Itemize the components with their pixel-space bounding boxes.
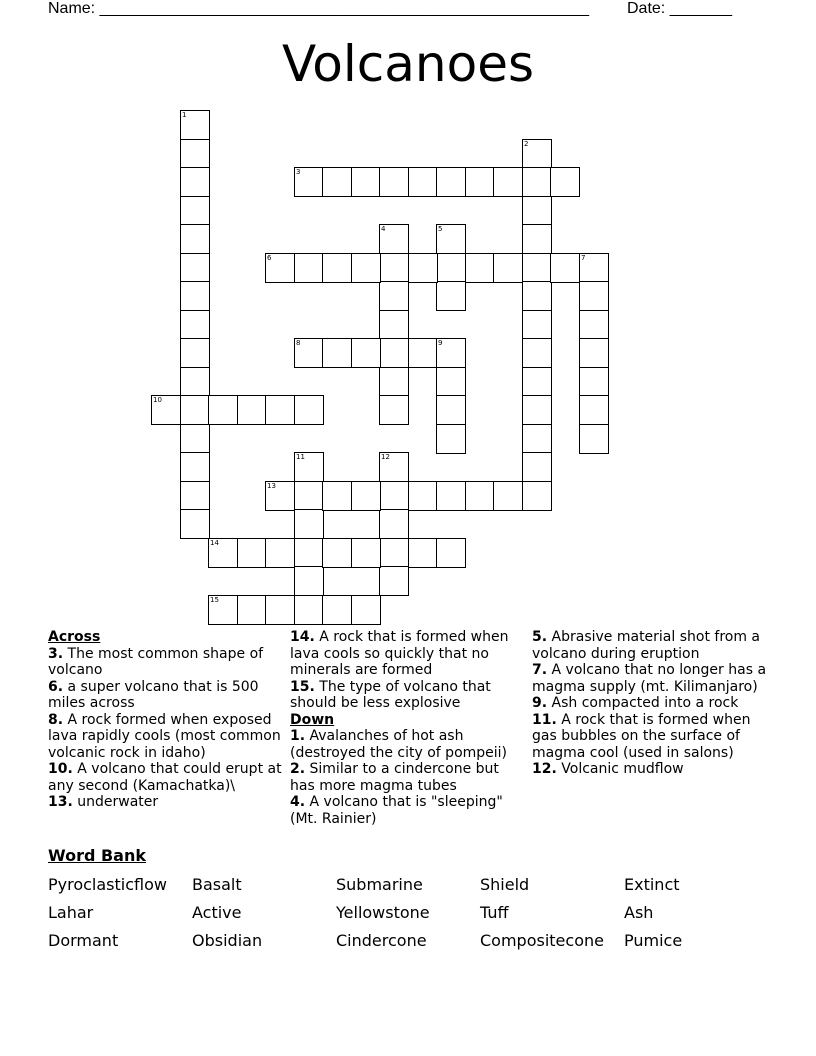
crossword-cell[interactable] bbox=[436, 224, 466, 254]
crossword-cell[interactable] bbox=[180, 338, 210, 368]
crossword-cell[interactable] bbox=[579, 310, 609, 340]
crossword-cell[interactable] bbox=[579, 281, 609, 311]
word-bank-title: Word Bank bbox=[48, 846, 147, 865]
crossword-cell[interactable] bbox=[180, 167, 210, 197]
crossword-cell[interactable] bbox=[294, 253, 324, 283]
crossword-cell[interactable] bbox=[208, 595, 238, 625]
clue-number: 6 bbox=[267, 254, 272, 262]
clue-across-3: 3. The most common shape of volcano bbox=[48, 645, 264, 678]
crossword-cell[interactable] bbox=[465, 253, 495, 283]
crossword-cell[interactable] bbox=[522, 395, 552, 425]
clue-number: 14 bbox=[210, 539, 219, 547]
clue-across-8: 8. A rock formed when exposed lava rapidly cools (most common volcanic rock in idaho) bbox=[48, 711, 281, 761]
word-bank-item: Pumice bbox=[624, 931, 683, 950]
crossword-cell[interactable] bbox=[237, 538, 267, 568]
crossword-cell[interactable] bbox=[294, 538, 324, 568]
clue-number: 9 bbox=[438, 339, 443, 347]
crossword-cell[interactable] bbox=[522, 367, 552, 397]
crossword-cell[interactable] bbox=[579, 338, 609, 368]
clue-across-13: 13. underwater bbox=[48, 794, 159, 810]
across-heading: Across bbox=[48, 629, 101, 645]
crossword-cell[interactable] bbox=[294, 509, 324, 539]
crossword-cell[interactable] bbox=[522, 196, 552, 226]
crossword-cell[interactable] bbox=[379, 338, 409, 368]
word-bank-item: Yellowstone bbox=[336, 903, 430, 922]
crossword-cell[interactable] bbox=[436, 395, 466, 425]
crossword-cell[interactable] bbox=[379, 281, 409, 311]
crossword-cell[interactable] bbox=[180, 452, 210, 482]
crossword-cell[interactable] bbox=[180, 395, 210, 425]
crossword-cell[interactable] bbox=[180, 424, 210, 454]
crossword-cell[interactable] bbox=[379, 509, 409, 539]
crossword-cell[interactable] bbox=[550, 253, 580, 283]
clue-number: 13 bbox=[267, 482, 276, 490]
crossword-cell[interactable] bbox=[265, 395, 295, 425]
crossword-cell[interactable] bbox=[294, 452, 324, 482]
crossword-cell[interactable] bbox=[180, 481, 210, 511]
crossword-cell[interactable] bbox=[294, 395, 324, 425]
crossword-cell[interactable] bbox=[322, 595, 352, 625]
clues-column-1 bbox=[48, 629, 284, 811]
crossword-cell[interactable] bbox=[294, 338, 324, 368]
clues-column-2 bbox=[290, 629, 522, 827]
crossword-cell[interactable] bbox=[379, 167, 409, 197]
date-field[interactable]: Date: _______ bbox=[627, 0, 732, 17]
crossword-cell[interactable] bbox=[408, 167, 438, 197]
crossword-cell[interactable] bbox=[379, 452, 409, 482]
crossword-cell[interactable] bbox=[351, 538, 381, 568]
word-bank-item: Active bbox=[192, 903, 242, 922]
clue-down-7: 7. A volcano that no longer has a magma supply (mt. Kilimanjaro) bbox=[532, 662, 767, 695]
clue-number: 15 bbox=[210, 596, 219, 604]
clue-number: 2 bbox=[524, 140, 529, 148]
crossword-cell[interactable] bbox=[180, 224, 210, 254]
word-bank-item: Obsidian bbox=[192, 931, 263, 950]
crossword-cell[interactable] bbox=[180, 110, 210, 140]
clue-number: 5 bbox=[438, 225, 443, 233]
crossword-cell[interactable] bbox=[379, 481, 409, 511]
word-bank-item: Submarine bbox=[336, 875, 423, 894]
crossword-cell[interactable] bbox=[522, 139, 552, 169]
crossword-cell[interactable] bbox=[265, 481, 295, 511]
crossword-cell[interactable] bbox=[237, 595, 267, 625]
word-bank-item: Tuff bbox=[480, 903, 509, 922]
crossword-cell[interactable] bbox=[180, 253, 210, 283]
crossword-cell[interactable] bbox=[265, 253, 295, 283]
crossword-cell[interactable] bbox=[208, 395, 238, 425]
crossword-cell[interactable] bbox=[180, 310, 210, 340]
word-bank-item: Shield bbox=[480, 875, 530, 894]
crossword-cell[interactable] bbox=[322, 481, 352, 511]
word-bank-item: Pyroclasticflow bbox=[48, 875, 167, 894]
crossword-cell[interactable] bbox=[379, 395, 409, 425]
crossword-cell[interactable] bbox=[351, 595, 381, 625]
crossword-cell[interactable] bbox=[436, 367, 466, 397]
clue-number: 10 bbox=[153, 396, 162, 404]
crossword-cell[interactable] bbox=[436, 424, 466, 454]
crossword-cell[interactable] bbox=[180, 196, 210, 226]
crossword-cell[interactable] bbox=[351, 167, 381, 197]
crossword-cell[interactable] bbox=[522, 281, 552, 311]
clue-number: 4 bbox=[381, 225, 386, 233]
crossword-cell[interactable] bbox=[351, 338, 381, 368]
word-bank-item: Dormant bbox=[48, 931, 119, 950]
clue-number: 8 bbox=[296, 339, 301, 347]
crossword-cell[interactable] bbox=[294, 566, 324, 596]
crossword-cell[interactable] bbox=[294, 595, 324, 625]
crossword-cell[interactable] bbox=[465, 481, 495, 511]
crossword-cell[interactable] bbox=[522, 452, 552, 482]
crossword-cell[interactable] bbox=[579, 367, 609, 397]
crossword-cell[interactable] bbox=[436, 281, 466, 311]
crossword-cell[interactable] bbox=[180, 139, 210, 169]
clue-across-15: 15. The type of volcano that should be less explosive bbox=[290, 678, 491, 711]
word-bank-item: Compositecone bbox=[480, 931, 604, 950]
crossword-cell[interactable] bbox=[522, 224, 552, 254]
clue-down-1: 1. Avalanches of hot ash (destroyed the city of pompeii) bbox=[290, 728, 508, 761]
crossword-cell[interactable] bbox=[408, 253, 438, 283]
clues-column-3 bbox=[532, 629, 768, 778]
crossword-cell[interactable] bbox=[408, 538, 438, 568]
crossword-cell[interactable] bbox=[379, 538, 409, 568]
crossword-cell[interactable] bbox=[408, 481, 438, 511]
crossword-cell[interactable] bbox=[265, 538, 295, 568]
crossword-cell[interactable] bbox=[436, 338, 466, 368]
crossword-cell[interactable] bbox=[379, 310, 409, 340]
crossword-cell[interactable] bbox=[265, 595, 295, 625]
crossword-cell[interactable] bbox=[550, 167, 580, 197]
down-heading: Down bbox=[290, 711, 335, 728]
crossword-cell[interactable] bbox=[208, 538, 238, 568]
clue-across-14: 14. A rock that is formed when lava cools so quickly that no minerals are formed bbox=[290, 629, 509, 678]
crossword-cell[interactable] bbox=[180, 367, 210, 397]
crossword-cell[interactable] bbox=[493, 167, 523, 197]
clue-number: 12 bbox=[381, 453, 390, 461]
word-bank-item: Lahar bbox=[48, 903, 94, 922]
crossword-cell[interactable] bbox=[294, 481, 324, 511]
crossword-cell[interactable] bbox=[436, 481, 466, 511]
crossword-cell[interactable] bbox=[579, 253, 609, 283]
crossword-cell[interactable] bbox=[351, 481, 381, 511]
clue-number: 11 bbox=[296, 453, 305, 461]
clue-down-12: 12. Volcanic mudflow bbox=[532, 761, 684, 777]
crossword-cell[interactable] bbox=[465, 167, 495, 197]
crossword-cell[interactable] bbox=[180, 509, 210, 539]
clue-number: 7 bbox=[581, 254, 586, 262]
crossword-cell[interactable] bbox=[522, 338, 552, 368]
clue-down-9: 9. Ash compacted into a rock bbox=[532, 695, 739, 711]
crossword-cell[interactable] bbox=[579, 424, 609, 454]
crossword-cell[interactable] bbox=[237, 395, 267, 425]
crossword-cell[interactable] bbox=[180, 281, 210, 311]
crossword-cell[interactable] bbox=[522, 253, 552, 283]
crossword-cell[interactable] bbox=[351, 253, 381, 283]
clue-down-2: 2. Similar to a cindercone but has more magma tubes bbox=[290, 761, 499, 794]
crossword-cell[interactable] bbox=[436, 538, 466, 568]
crossword-cell[interactable] bbox=[322, 538, 352, 568]
crossword-cell[interactable] bbox=[379, 224, 409, 254]
crossword-cell[interactable] bbox=[322, 338, 352, 368]
crossword-cell[interactable] bbox=[294, 167, 324, 197]
crossword-cell[interactable] bbox=[379, 253, 409, 283]
crossword-cell[interactable] bbox=[522, 481, 552, 511]
crossword-cell[interactable] bbox=[379, 367, 409, 397]
word-bank-item: Cindercone bbox=[336, 931, 427, 950]
crossword-cell[interactable] bbox=[151, 395, 181, 425]
word-bank-item: Extinct bbox=[624, 875, 680, 894]
clue-down-4: 4. A volcano that is "sleeping" (Mt. Rainier) bbox=[290, 794, 503, 827]
word-bank-item: Basalt bbox=[192, 875, 242, 894]
clue-number: 1 bbox=[182, 111, 187, 119]
clue-down-11: 11. A rock that is formed when gas bubbles on the surface of magma cool (used in salons) bbox=[532, 711, 751, 761]
clue-across-6: 6. a super volcano that is 500 miles across bbox=[48, 678, 259, 711]
clue-across-10: 10. A volcano that could erupt at any second (Kamachatka)\ bbox=[48, 761, 282, 794]
crossword-cell[interactable] bbox=[493, 481, 523, 511]
clue-number: 3 bbox=[296, 168, 301, 176]
name-field[interactable]: Name: _______________________________________________________ bbox=[48, 0, 589, 17]
crossword-cell[interactable] bbox=[522, 310, 552, 340]
crossword-cell[interactable] bbox=[436, 167, 466, 197]
crossword-cell[interactable] bbox=[522, 167, 552, 197]
crossword-cell[interactable] bbox=[379, 566, 409, 596]
crossword-cell[interactable] bbox=[436, 253, 466, 283]
crossword-cell[interactable] bbox=[579, 395, 609, 425]
crossword-cell[interactable] bbox=[322, 253, 352, 283]
crossword-cell[interactable] bbox=[408, 338, 438, 368]
crossword-cell[interactable] bbox=[522, 424, 552, 454]
page-title: Volcanoes bbox=[281, 35, 535, 93]
crossword-cell[interactable] bbox=[322, 167, 352, 197]
word-bank-item: Ash bbox=[624, 903, 654, 922]
clue-down-5: 5. Abrasive material shot from a volcano during eruption bbox=[532, 629, 761, 662]
crossword-cell[interactable] bbox=[493, 253, 523, 283]
